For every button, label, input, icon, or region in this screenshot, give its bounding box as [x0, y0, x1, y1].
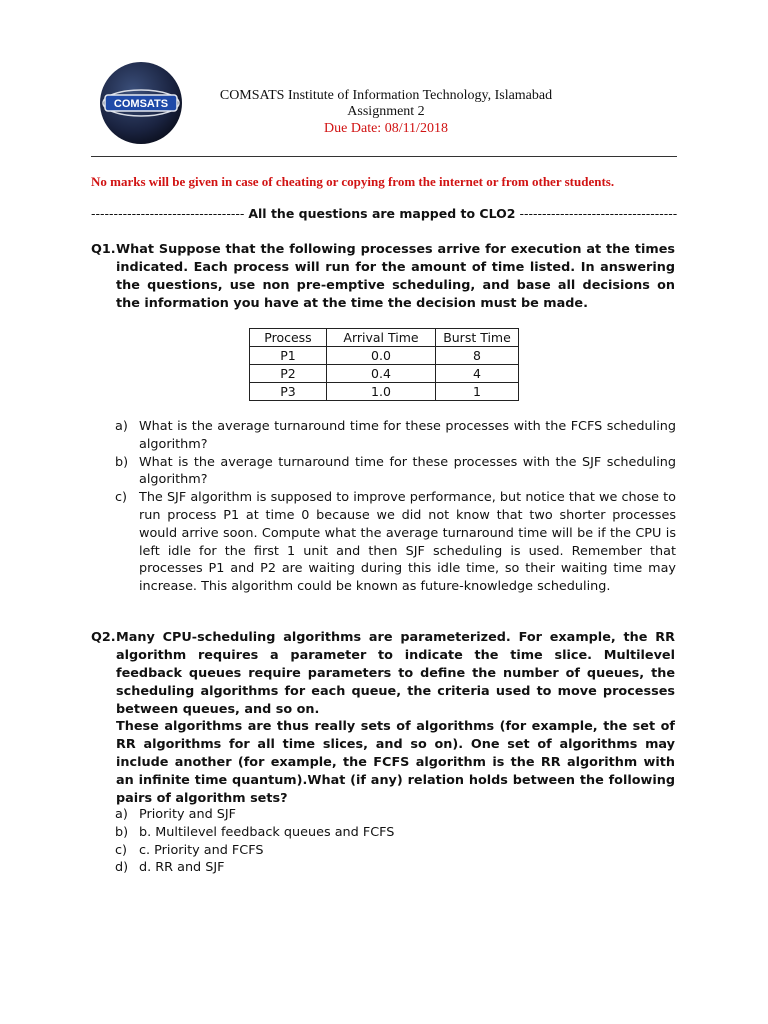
list-item: [115, 418, 676, 454]
q2-number: Q2.: [91, 630, 116, 645]
q1-text: What Suppose that the following processes arrive for execution at the times indicated. Each process will run for the amount of time listed. In answering the questions, use non pre-emptive scheduling, and base all decisions on the information you have at the time the decision must be made.: [116, 242, 675, 311]
clo-text: All the questions are mapped to CLO2: [248, 206, 516, 221]
table-row: [250, 383, 519, 401]
list-text: c. Priority and FCFS: [139, 842, 264, 858]
q2-text: Many CPU-scheduling algorithms are parameterized. For example, the RR algorithm requires a parameter to indicate the time slice. Multilevel feedback queues require parameters to define the number of queues, the scheduling algorithms for each queue, the criteria used to move processes between queues, and so on.: [116, 630, 675, 717]
list-item: [115, 454, 676, 490]
plagiarism-warning: No marks will be given in case of cheating or copying from the internet or from other students.: [91, 174, 615, 189]
question-2: [91, 629, 675, 719]
table-cell: P2: [250, 365, 327, 383]
list-item: [115, 489, 676, 596]
table-row: [250, 347, 519, 365]
list-text: Priority and SJF: [139, 807, 237, 822]
table-cell: 1: [436, 383, 519, 401]
clo-mapping-line: [91, 206, 681, 221]
list-marker: c): [115, 490, 128, 506]
institute-name: COMSATS Institute of Information Technology, Islamabad: [219, 88, 553, 103]
table-row: [250, 365, 519, 383]
list-marker: a): [115, 419, 128, 434]
table-cell: P3: [250, 383, 327, 401]
list-marker: a): [115, 807, 128, 822]
list-text: What is the average turnaround time for these processes with the SJF scheduling algorithm?: [139, 454, 676, 488]
table-header: Arrival Time: [327, 329, 436, 347]
clo-dashes-left: ----------------------------------: [91, 206, 245, 221]
list-marker: b): [115, 454, 129, 470]
q1-parts: [115, 418, 676, 596]
list-text: d. RR and SJF: [139, 860, 225, 876]
process-table: [249, 328, 519, 401]
list-text: b. Multilevel feedback queues and FCFS: [139, 824, 395, 840]
list-text: The SJF algorithm is supposed to improve performance, but notice that we chose to run process P1 at time 0 because we did not know that two shorter processes would arrive soon. Compute what the average turnaround time will be if the CPU is left idle for the first 1 unit and then SJF scheduling is used. Remember that processes P1 and P2 are waiting during this idle time, so their waiting time may increase. This algorithm could be known as future-knowledge scheduling.: [139, 490, 676, 595]
clo-dashes-right: -----------------------------------: [519, 206, 678, 221]
table-cell: 0.0: [327, 347, 436, 365]
list-marker: b): [115, 824, 129, 840]
list-marker: d): [115, 860, 129, 876]
table-cell: 0.4: [327, 365, 436, 383]
table-cell: 4: [436, 365, 519, 383]
header-divider: [91, 156, 677, 157]
list-marker: c): [115, 842, 128, 858]
list-item: [115, 859, 515, 877]
q2-paragraph-2: These algorithms are thus really sets of algorithms (for example, the set of RR algorithms for all time slices, and so on). One set of algorithms may include another (for example, the FCFS algorithm is the RR algorithm with an infinite time quantum).What (if any) relation holds between the following pairs of algorithm sets?: [116, 719, 675, 806]
list-item: [115, 842, 515, 860]
due-date: Due Date: 08/11/2018: [324, 121, 448, 136]
list-text: What is the average turnaround time for these processes with the FCFS scheduling algorithm?: [139, 419, 676, 452]
table-header-row: [250, 329, 519, 347]
table-cell: 1.0: [327, 383, 436, 401]
table-header: Process: [250, 329, 327, 347]
table-cell: 8: [436, 347, 519, 365]
list-item: [115, 806, 515, 824]
q1-number: Q1.: [91, 242, 116, 257]
question-1: [91, 241, 675, 313]
assignment-title: Assignment 2: [347, 104, 425, 119]
q2-parts: [115, 806, 515, 877]
table-cell: P1: [250, 347, 327, 365]
logo-text: COMSATS: [113, 98, 169, 110]
comsats-logo: [99, 61, 183, 145]
list-item: [115, 824, 515, 842]
table-header: Burst Time: [436, 329, 519, 347]
